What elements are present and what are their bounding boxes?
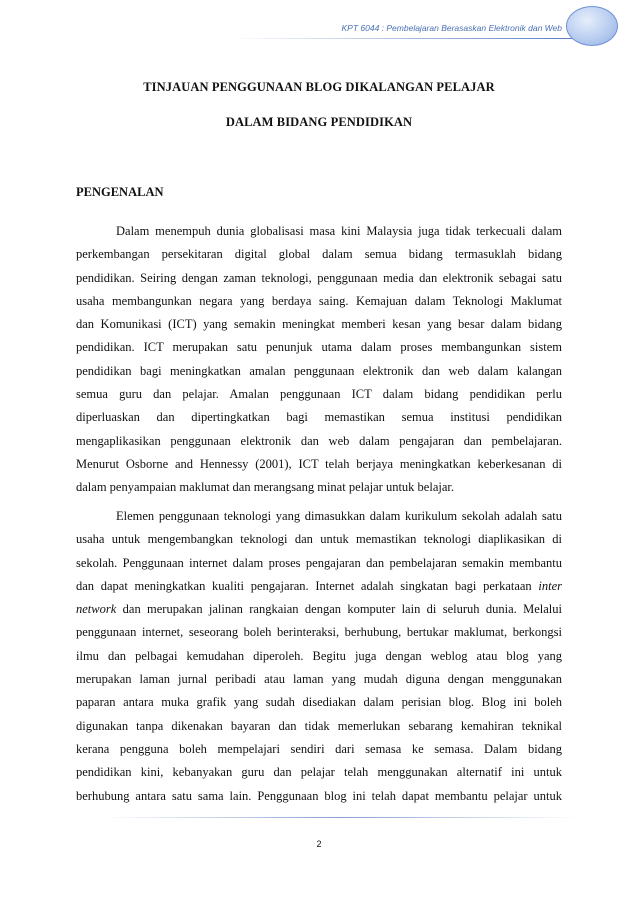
paragraph-line: Menurut Osborne and Hennessy (2001), ICT telah berjaya meningkatkan keberkesanan di [76, 456, 562, 471]
section-heading: PENGENALAN [76, 185, 164, 199]
paragraph-line: merupakan laman jurnal peribadi atau laman yang mudah diguna dengan menggunakan [76, 672, 562, 687]
document-title-line-1: TINJAUAN PENGGUNAAN BLOG DIKALANGAN PELAJAR [143, 80, 495, 94]
page-number: 2 [316, 839, 322, 849]
paragraph-line: usaha untuk mengembangkan teknologi dan untuk memastikan teknologi diaplikasikan di [76, 532, 562, 547]
paragraph-line: paparan antara muka grafik yang sudah disediakan dalam perisian blog. Blog ini boleh [76, 695, 562, 710]
paragraph-line: digunakan tanpa dikenakan bayaran dan tidak memerlukan sebarang kemahiran teknikal [76, 718, 562, 733]
paragraph-line: pendidikan. ICT merupakan satu penunjuk utama dalam proses membangunkan sistem [76, 340, 562, 355]
paragraph-line: pendidikan kini, kebanyakan guru dan pelajar telah menggunakan alternatif ini untuk [76, 765, 562, 780]
running-header: KPT 6044 : Pembelajaran Berasaskan Elektronik dan Web [341, 23, 562, 33]
paragraph-line: mengaplikasikan penggunaan elektronik dan web dalam pengajaran dan pembelajaran. [76, 433, 562, 448]
paragraph-text: dan merupakan jalinan rangkaian dengan komputer lain di seluruh dunia. Melalui [122, 602, 562, 617]
paragraph-line: diperluaskan dan dipertingkatkan bagi memastikan semua institusi pendidikan [76, 410, 562, 425]
paragraph-line [76, 575, 562, 598]
paragraph-line: usaha membangunkan negara yang berdaya saing. Kemajuan dalam Teknologi Maklumat [76, 293, 562, 308]
header-oval-ornament [566, 6, 618, 46]
footer-rule [104, 817, 579, 818]
paragraph-line: penggunaan internet, seseorang boleh berinteraksi, berhubung, bertukar maklumat, berkongsi [76, 625, 562, 640]
paragraph-line: perkembangan persekitaran digital global dalam semua bidang termasuklah bidang [76, 247, 562, 262]
header-rule [232, 38, 577, 39]
paragraph-line: sekolah. Penggunaan internet dalam proses pengajaran dan pembelajaran semakin membantu [76, 555, 562, 570]
paragraph-line: dan Komunikasi (ICT) yang semakin meningkat memberi kesan yang besar dalam bidang [76, 317, 562, 332]
italic-term: network [76, 602, 117, 617]
paragraph-line: ilmu dan pelbagai kemudahan diperoleh. Begitu juga dengan weblog atau blog yang [76, 648, 562, 663]
document-title-line-2: DALAM BIDANG PENDIDIKAN [225, 115, 413, 129]
paragraph-line [76, 598, 562, 621]
paragraph-line: pendidikan bagi meningkatkan amalan penggunaan elektronik dan web dalam kalangan [76, 363, 562, 378]
paragraph-line: dalam penyampaian maklumat dan merangsang minat pelajar untuk belajar. [76, 480, 454, 495]
paragraph-line: kerana pengguna boleh mempelajari sendiri dari semasa ke semasa. Dalam bidang [76, 741, 562, 756]
paragraph-1 [76, 220, 562, 500]
paragraph-line: Dalam menempuh dunia globalisasi masa kini Malaysia juga tidak terkecuali dalam [116, 224, 562, 238]
paragraph-line: semua guru dan pelajar. Amalan penggunaan ICT dalam bidang pendidikan perlu [76, 387, 562, 402]
paragraph-2 [76, 505, 562, 808]
paragraph-line: Elemen penggunaan teknologi yang dimasukkan dalam kurikulum sekolah adalah satu [116, 509, 562, 523]
paragraph-line: berhubung antara satu sama lain. Penggunaan blog ini telah dapat membantu pelajar untuk [76, 788, 562, 803]
paragraph-line: pendidikan. Seiring dengan zaman teknologi, penggunaan media dan elektronik sebagai satu [76, 270, 562, 285]
paragraph-text: dan dapat meningkatkan kualiti pengajaran. Internet adalah singkatan bagi perkataan [76, 578, 532, 593]
italic-term: inter [538, 578, 562, 593]
